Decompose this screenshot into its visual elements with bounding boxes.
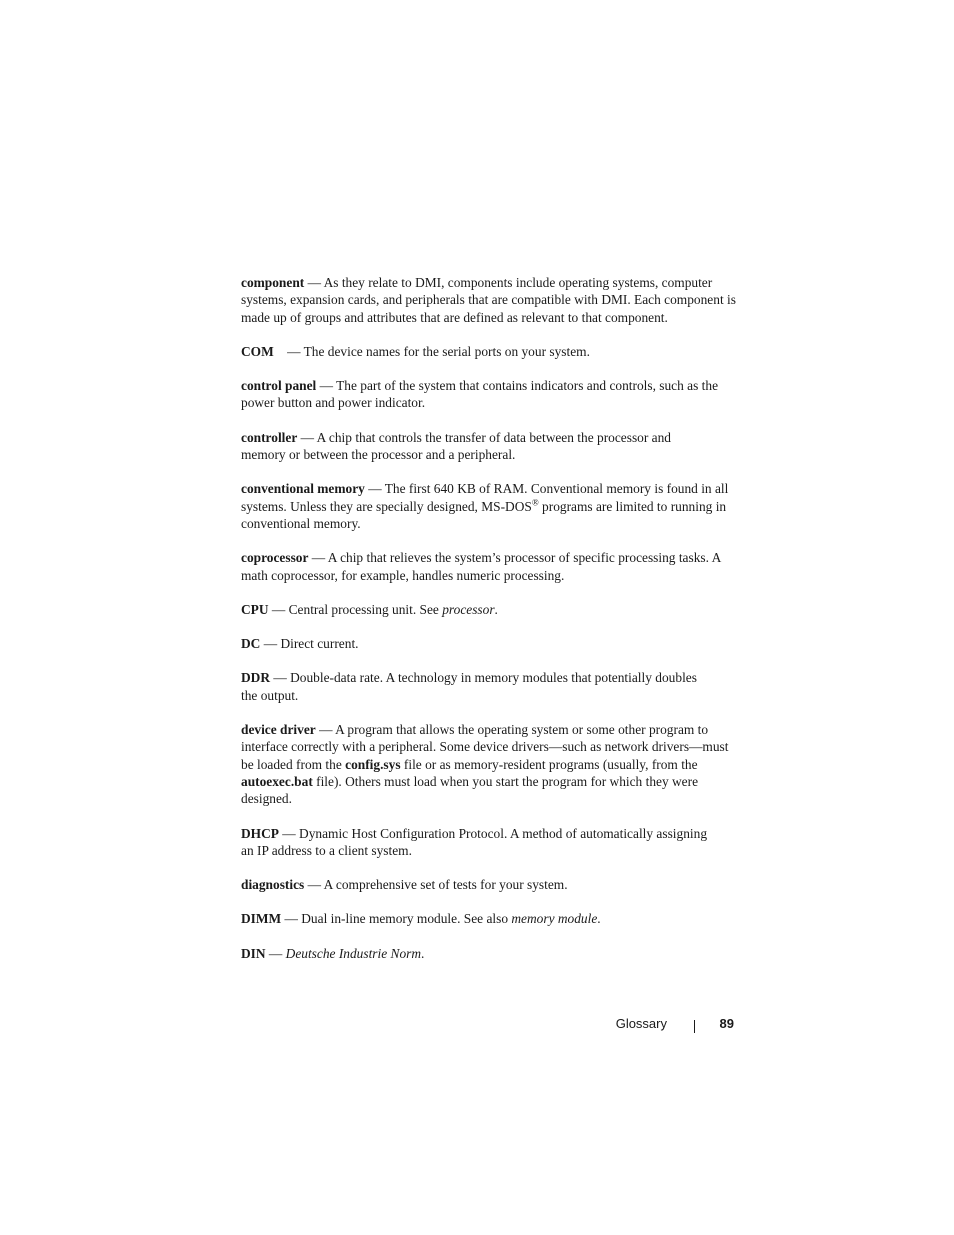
footer-section-title: Glossary xyxy=(615,1016,667,1031)
glossary-term: coprocessor xyxy=(241,550,309,566)
em-dash: — xyxy=(304,877,324,893)
glossary-entry-device-driver xyxy=(241,721,736,807)
glossary-entry-cpu xyxy=(241,601,736,618)
footer-divider xyxy=(694,1020,695,1033)
glossary-term: CPU xyxy=(241,601,269,617)
glossary-term: DDR xyxy=(241,670,271,686)
glossary-definition: The first 640 KB of RAM. Conventional memory is found in all systems. Unless they are specially designed, MS-DOS xyxy=(241,481,729,514)
glossary-definition: A program that allows the operating system or some other program to interface correctly with a peripheral. Some device drivers—such as network drivers—must be loaded from the xyxy=(241,722,729,772)
em-dash: — xyxy=(268,601,289,617)
em-dash: — xyxy=(260,636,281,652)
definition-end: . xyxy=(494,601,498,617)
cross-reference: processor xyxy=(442,601,495,617)
glossary-term: component xyxy=(241,275,305,290)
em-dash: — xyxy=(283,343,304,359)
glossary-entry-conventional-memory xyxy=(241,480,736,532)
glossary-term: COM xyxy=(241,343,274,359)
filename-config-sys: config.sys xyxy=(345,756,401,772)
glossary-definition: Direct current. xyxy=(280,636,359,652)
glossary-definition: A comprehensive set of tests for your system. xyxy=(323,877,568,893)
cross-reference: memory module xyxy=(511,911,598,927)
glossary-definition-continued: programs are limited to running in conventional memory. xyxy=(241,498,727,531)
glossary-entry-coprocessor xyxy=(241,549,736,584)
glossary-term: diagnostics xyxy=(241,877,305,893)
glossary-term: DHCP xyxy=(241,825,279,841)
glossary-definition-italic: Deutsche Industrie Norm xyxy=(285,945,422,961)
em-dash: — xyxy=(315,722,336,738)
glossary-entry-diagnostics xyxy=(241,876,736,893)
glossary-term: DIN xyxy=(241,945,266,961)
definition-end: . xyxy=(597,911,601,927)
glossary-entry-din xyxy=(241,945,736,962)
glossary-definition: A chip that controls the transfer of data between the processor and memory or between the processor and a peripheral. xyxy=(241,429,671,463)
em-dash: — xyxy=(316,378,337,394)
em-dash: — xyxy=(364,481,385,497)
em-dash: — xyxy=(270,670,291,686)
glossary-entry-controller xyxy=(241,429,713,464)
em-dash: — xyxy=(281,911,302,927)
glossary-definition: The part of the system that contains indicators and controls, such as the power button and power indicator. xyxy=(241,378,719,411)
glossary-definition-continued: file or as memory-resident programs (usually, from the xyxy=(400,756,698,772)
definition-end: . xyxy=(421,945,425,961)
em-dash: — xyxy=(304,275,324,290)
glossary-definition-end: file). Others must load when you start the program for which they were designed. xyxy=(241,773,699,807)
glossary-entry-dimm xyxy=(241,910,736,927)
glossary-entry-dhcp xyxy=(241,825,713,860)
glossary-entry-control-panel xyxy=(241,377,736,412)
em-dash: — xyxy=(308,550,328,566)
glossary-definition: Dynamic Host Configuration Protocol. A method of automatically assigning an IP address to a client system. xyxy=(241,825,708,858)
glossary-definition: Dual in-line memory module. See also xyxy=(301,911,512,927)
em-dash: — xyxy=(265,945,286,961)
em-dash: — xyxy=(297,429,317,445)
glossary-definition: Double-data rate. A technology in memory modules that potentially doubles the output. xyxy=(241,670,697,703)
glossary-entry-component xyxy=(241,274,736,326)
glossary-term: DC xyxy=(241,636,261,652)
glossary-entry-ddr xyxy=(241,669,713,704)
glossary-term: device driver xyxy=(241,722,316,738)
page-number: 89 xyxy=(719,1016,734,1031)
glossary-list xyxy=(241,274,736,979)
glossary-definition: As they relate to DMI, components include operating systems, computer systems, expansion cards, and peripherals that are compatible with DMI. Each component is made up of groups and attributes that are defined as relevant to that component. xyxy=(241,275,736,325)
em-dash: — xyxy=(278,825,300,841)
glossary-entry-com xyxy=(241,343,736,360)
glossary-definition: Central processing unit. See xyxy=(288,601,443,617)
glossary-term: control panel xyxy=(241,378,317,394)
glossary-definition: The device names for the serial ports on your system. xyxy=(303,343,590,359)
glossary-term: controller xyxy=(241,429,298,445)
glossary-term: DIMM xyxy=(241,911,282,927)
glossary-definition: A chip that relieves the system’s processor of specific processing tasks. A math coprocessor, for example, handles numeric processing. xyxy=(241,550,721,583)
glossary-term: conventional memory xyxy=(241,481,365,497)
registered-mark: ® xyxy=(531,497,539,508)
glossary-entry-dc xyxy=(241,635,736,652)
page-footer xyxy=(560,1015,736,1035)
filename-autoexec-bat: autoexec.bat xyxy=(241,773,313,789)
